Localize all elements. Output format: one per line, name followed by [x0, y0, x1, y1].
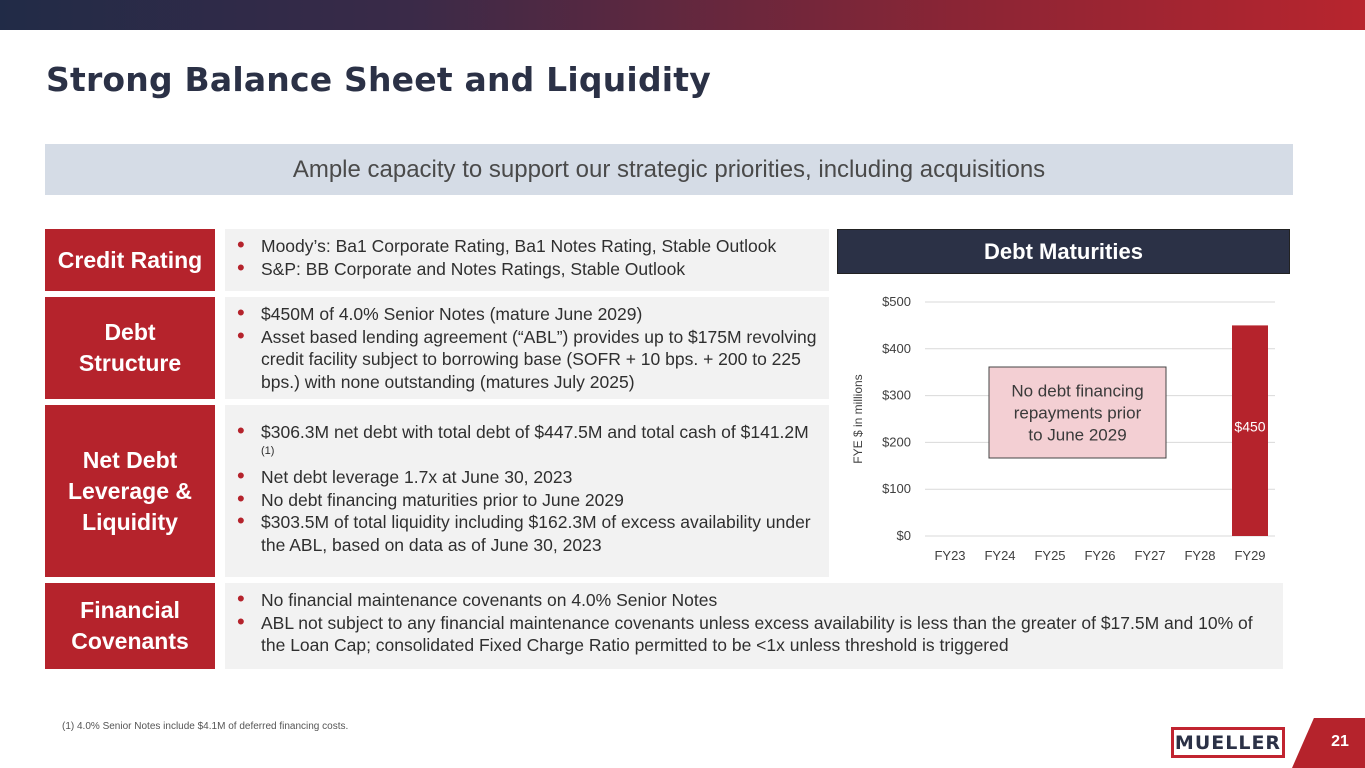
annotation-text: No debt financing repayments prior to June 2029 [1011, 381, 1144, 445]
debt-maturities-header: Debt Maturities [837, 229, 1290, 274]
section-label-net-debt-leverage: Net Debt Leverage & Liquidity [45, 405, 215, 577]
data-label: $450 [1234, 418, 1266, 435]
y-tick-label: $0 [896, 528, 911, 543]
section-label-credit-rating: Credit Rating [45, 229, 215, 291]
section-content-credit-rating [225, 229, 829, 291]
top-gradient-bar [0, 0, 1365, 30]
bullet-item: • $306.3M net debt with total debt of $447.5M and total cash of $141.2M $^{(1)}$ [235, 421, 819, 466]
bullet-item: • $450M of 4.0% Senior Notes (mature June 2029) [235, 303, 819, 326]
bullet-item: • S&P: BB Corporate and Notes Ratings, Stable Outlook [235, 258, 819, 281]
x-tick-label: FY26 [1084, 548, 1116, 563]
x-tick-label: FY27 [1134, 548, 1166, 563]
y-tick-label: $300 [882, 387, 911, 403]
x-tick-label: FY24 [984, 548, 1016, 563]
x-tick-label: FY25 [1034, 548, 1066, 563]
bullet-item: • ABL not subject to any financial maintenance covenants unless excess availability is less than the greater of $17.5M and 10% of the Loan Cap; consolidated Fixed Charge Ratio permitted to be <1x unless threshold is triggered [235, 612, 1273, 657]
bullet-item: • No debt financing maturities prior to June 2029 [235, 489, 819, 512]
section-content-net-debt-leverage [225, 405, 829, 577]
section-label-debt-structure: Debt Structure [45, 297, 215, 399]
y-tick-label: $200 [882, 434, 911, 450]
y-tick-label: $100 [882, 481, 911, 497]
debt-maturities-chart [837, 282, 1290, 572]
bullet-item: • Net debt leverage 1.7x at June 30, 2023 [235, 466, 819, 489]
bullet-item: • $303.5M of total liquidity including $162.3M of excess availability under the ABL, based on data as of June 30, 2023 [235, 511, 819, 556]
bullet-item: • Asset based lending agreement (“ABL”) provides up to $175M revolving credit facility subject to borrowing base (SOFR + 10 bps. + 200 to 225 bps.) with none outstanding (matures July 2025) [235, 326, 819, 394]
x-tick-label: FY28 [1184, 548, 1216, 563]
section-content-debt-structure [225, 297, 829, 399]
mueller-logo: MUELLER [1171, 727, 1285, 758]
section-content-financial-covenants [225, 583, 1283, 669]
x-tick-label: FY29 [1234, 548, 1266, 563]
y-tick-label: $500 [882, 294, 911, 309]
section-label-financial-covenants: Financial Covenants [45, 583, 215, 669]
bullet-item: • No financial maintenance covenants on 4.0% Senior Notes [235, 589, 1273, 612]
footnote: (1) 4.0% Senior Notes include $4.1M of deferred financing costs. [62, 721, 349, 732]
bullet-item: • Moody’s: Ba1 Corporate Rating, Ba1 Notes Rating, Stable Outlook [235, 235, 819, 258]
y-tick-label: $400 [882, 340, 911, 356]
x-tick-label: FY23 [934, 548, 966, 563]
capacity-banner: Ample capacity to support our strategic priorities, including acquisitions [45, 144, 1293, 195]
page-number: 21 [1331, 733, 1349, 750]
footnote-ref: (1) [261, 444, 275, 457]
y-axis-label: FYE $ in millions [851, 374, 865, 464]
page-title: Strong Balance Sheet and Liquidity [46, 60, 711, 99]
